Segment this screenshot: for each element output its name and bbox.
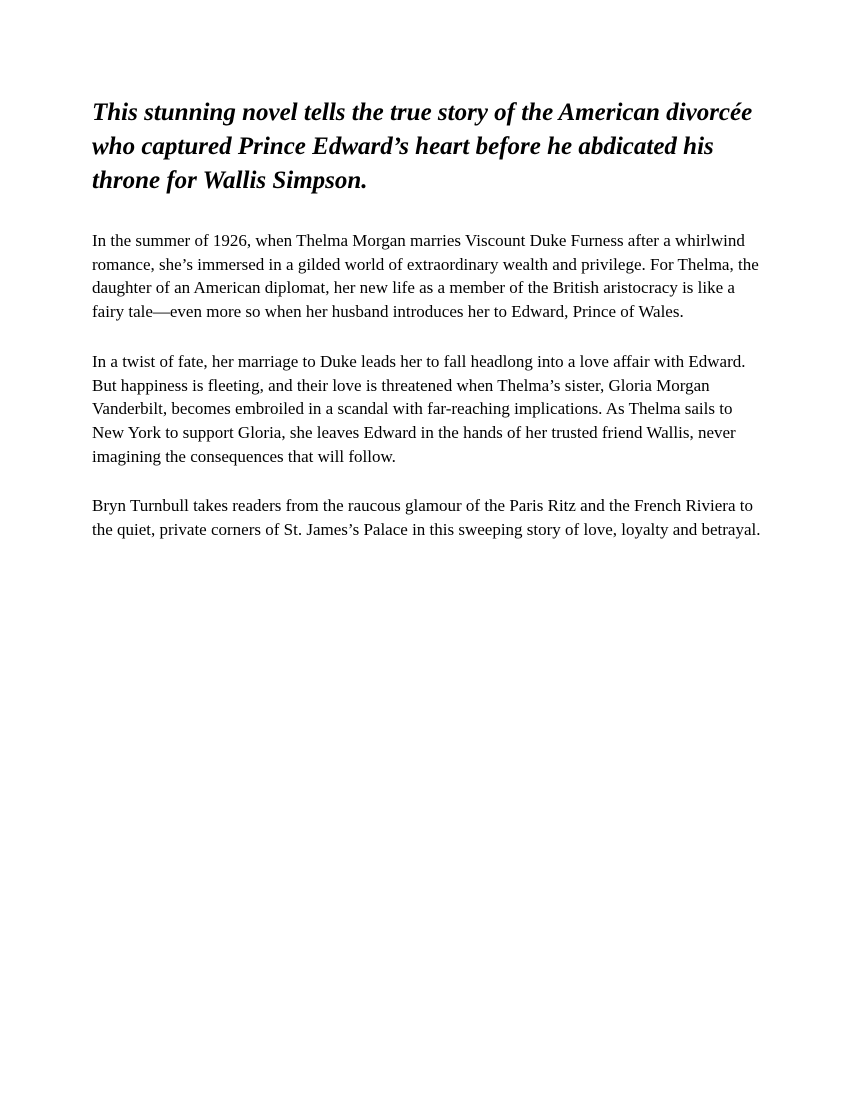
paragraph-twist-of-fate: In a twist of fate, her marriage to Duke leads her to fall headlong into a love affair with Edward. But happiness is fleeting, and their love is threatened when Thelma’s sister, Gloria Morgan Vanderbilt, becomes embroiled in a scandal with far-reaching implications. As Thelma sails to New York to support Gloria, she leaves Edward in the hands of her trusted friend Wallis, never imagining the consequences that will follow. — [92, 351, 746, 466]
paragraph-author-summary: Bryn Turnbull takes readers from the raucous glamour of the Paris Ritz and the French Riviera to the quiet, private corners of St. James’s Palace in this sweeping story of love, loyalty and betrayal. — [92, 496, 761, 540]
paragraph-summer-1926: In the summer of 1926, when Thelma Morgan marries Viscount Duke Furness after a whirlwind romance, she’s immersed in a gilded world of extraordinary wealth and privilege. For Thelma, the daughter of an American diplomat, her new life as a member of the British aristocracy is like a fairy tale—even more so when her husband introduces her to Edward, Prince of Wales. — [92, 231, 759, 322]
book-blurb-heading: This stunning novel tells the true story of the American divorcée who captured Prince Edward’s heart before he abdicated his throne for Wallis Simpson. — [92, 99, 753, 194]
document-content — [0, 0, 856, 542]
